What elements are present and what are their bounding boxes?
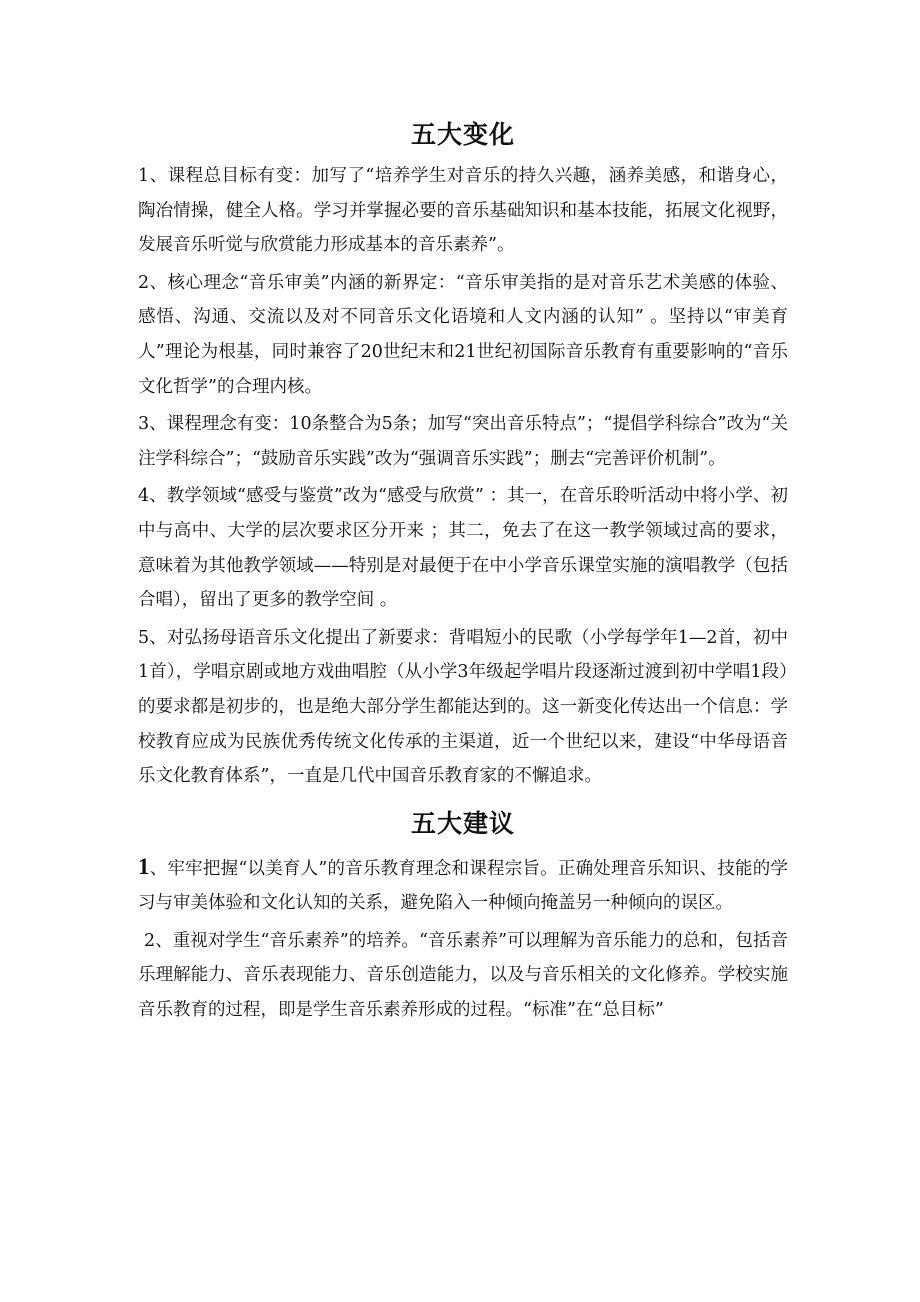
change-item-5: 5、对弘扬母语音乐文化提出了新要求：背唱短小的民歌（小学每学年1—2首，初中1首），学唱京剧或地方戏曲唱腔（从小学3年级起学唱片段逐渐过渡到初中学唱1段）的要求都是初步的，也是绝大部分学生都能达到的。这一新变化传达出一个信息：学校教育应成为民族优秀传统文化传承的主渠道，近一个世纪以来，建设“中华母语音乐文化教育体系”，一直是几代中国音乐教育家的不懈追求。 xyxy=(138,627,788,787)
change-item-1: 1、课程总目标有变：加写了“培养学生对音乐的持久兴趣，涵养美感，和谐身心，陶冶情操，健全人格。学习并掌握必要的音乐基础知识和基本技能，拓展文化视野，发展音乐听觉与欣赏能力形成基本的音乐素养”。 xyxy=(138,166,788,256)
suggestion-item-2 xyxy=(138,924,788,1028)
suggestion-item-1-number: 1 xyxy=(138,853,150,879)
section-title-suggestions: 五大建议 xyxy=(410,808,515,838)
change-item-4: 4、教学领域“感受与鉴赏”改为“感受与欣赏” ：其一，在音乐聆听活动中将小学、初中与高中、大学的层次要求区分开来 ；其二，免去了在这一教学领域过高的要求，意味着为其他教学领域——特别是对最便于在中小学音乐课堂实施的演唱教学（包括合唱），留出了更多的教学空间 。 xyxy=(138,486,788,611)
change-item-2: 2、核心理念“音乐审美”内涵的新界定：“音乐审美指的是对音乐艺术美感的体验、感悟、沟通、交流以及对不同音乐文化语境和人文内涵的认知” 。坚持以“审美育人”理论为根基，同时兼容了20世纪末和21世纪初国际音乐教育有重要影响的“音乐文化哲学”的合理内核。 xyxy=(138,272,788,397)
document-content xyxy=(138,115,788,1031)
suggestion-item-1-text: 、牢牢把握“以美育人”的音乐教育理念和课程宗旨。正确处理音乐知识、技能的学习与审美体验和文化认知的关系，避免陷入一种倾向掩盖另一种倾向的误区。 xyxy=(138,858,788,914)
suggestion-item-1 xyxy=(138,850,788,921)
suggestion-item-2-text: 2、重视对学生“音乐素养”的培养。“音乐素养”可以理解为音乐能力的总和，包括音乐理解能力、音乐表现能力、音乐创造能力，以及与音乐相关的文化修养。学校实施音乐教育的过程，即是学生音乐素养形成的过程。“标准”在“总目标” xyxy=(138,930,788,1021)
section-title-changes: 五大变化 xyxy=(410,120,515,149)
change-item-3: 3、课程理念有变：10条整合为5条；加写“突出音乐特点”；“提倡学科综合”改为“关注学科综合”；“鼓励音乐实践”改为“强调音乐实践”；删去“完善评价机制”。 xyxy=(138,414,788,469)
